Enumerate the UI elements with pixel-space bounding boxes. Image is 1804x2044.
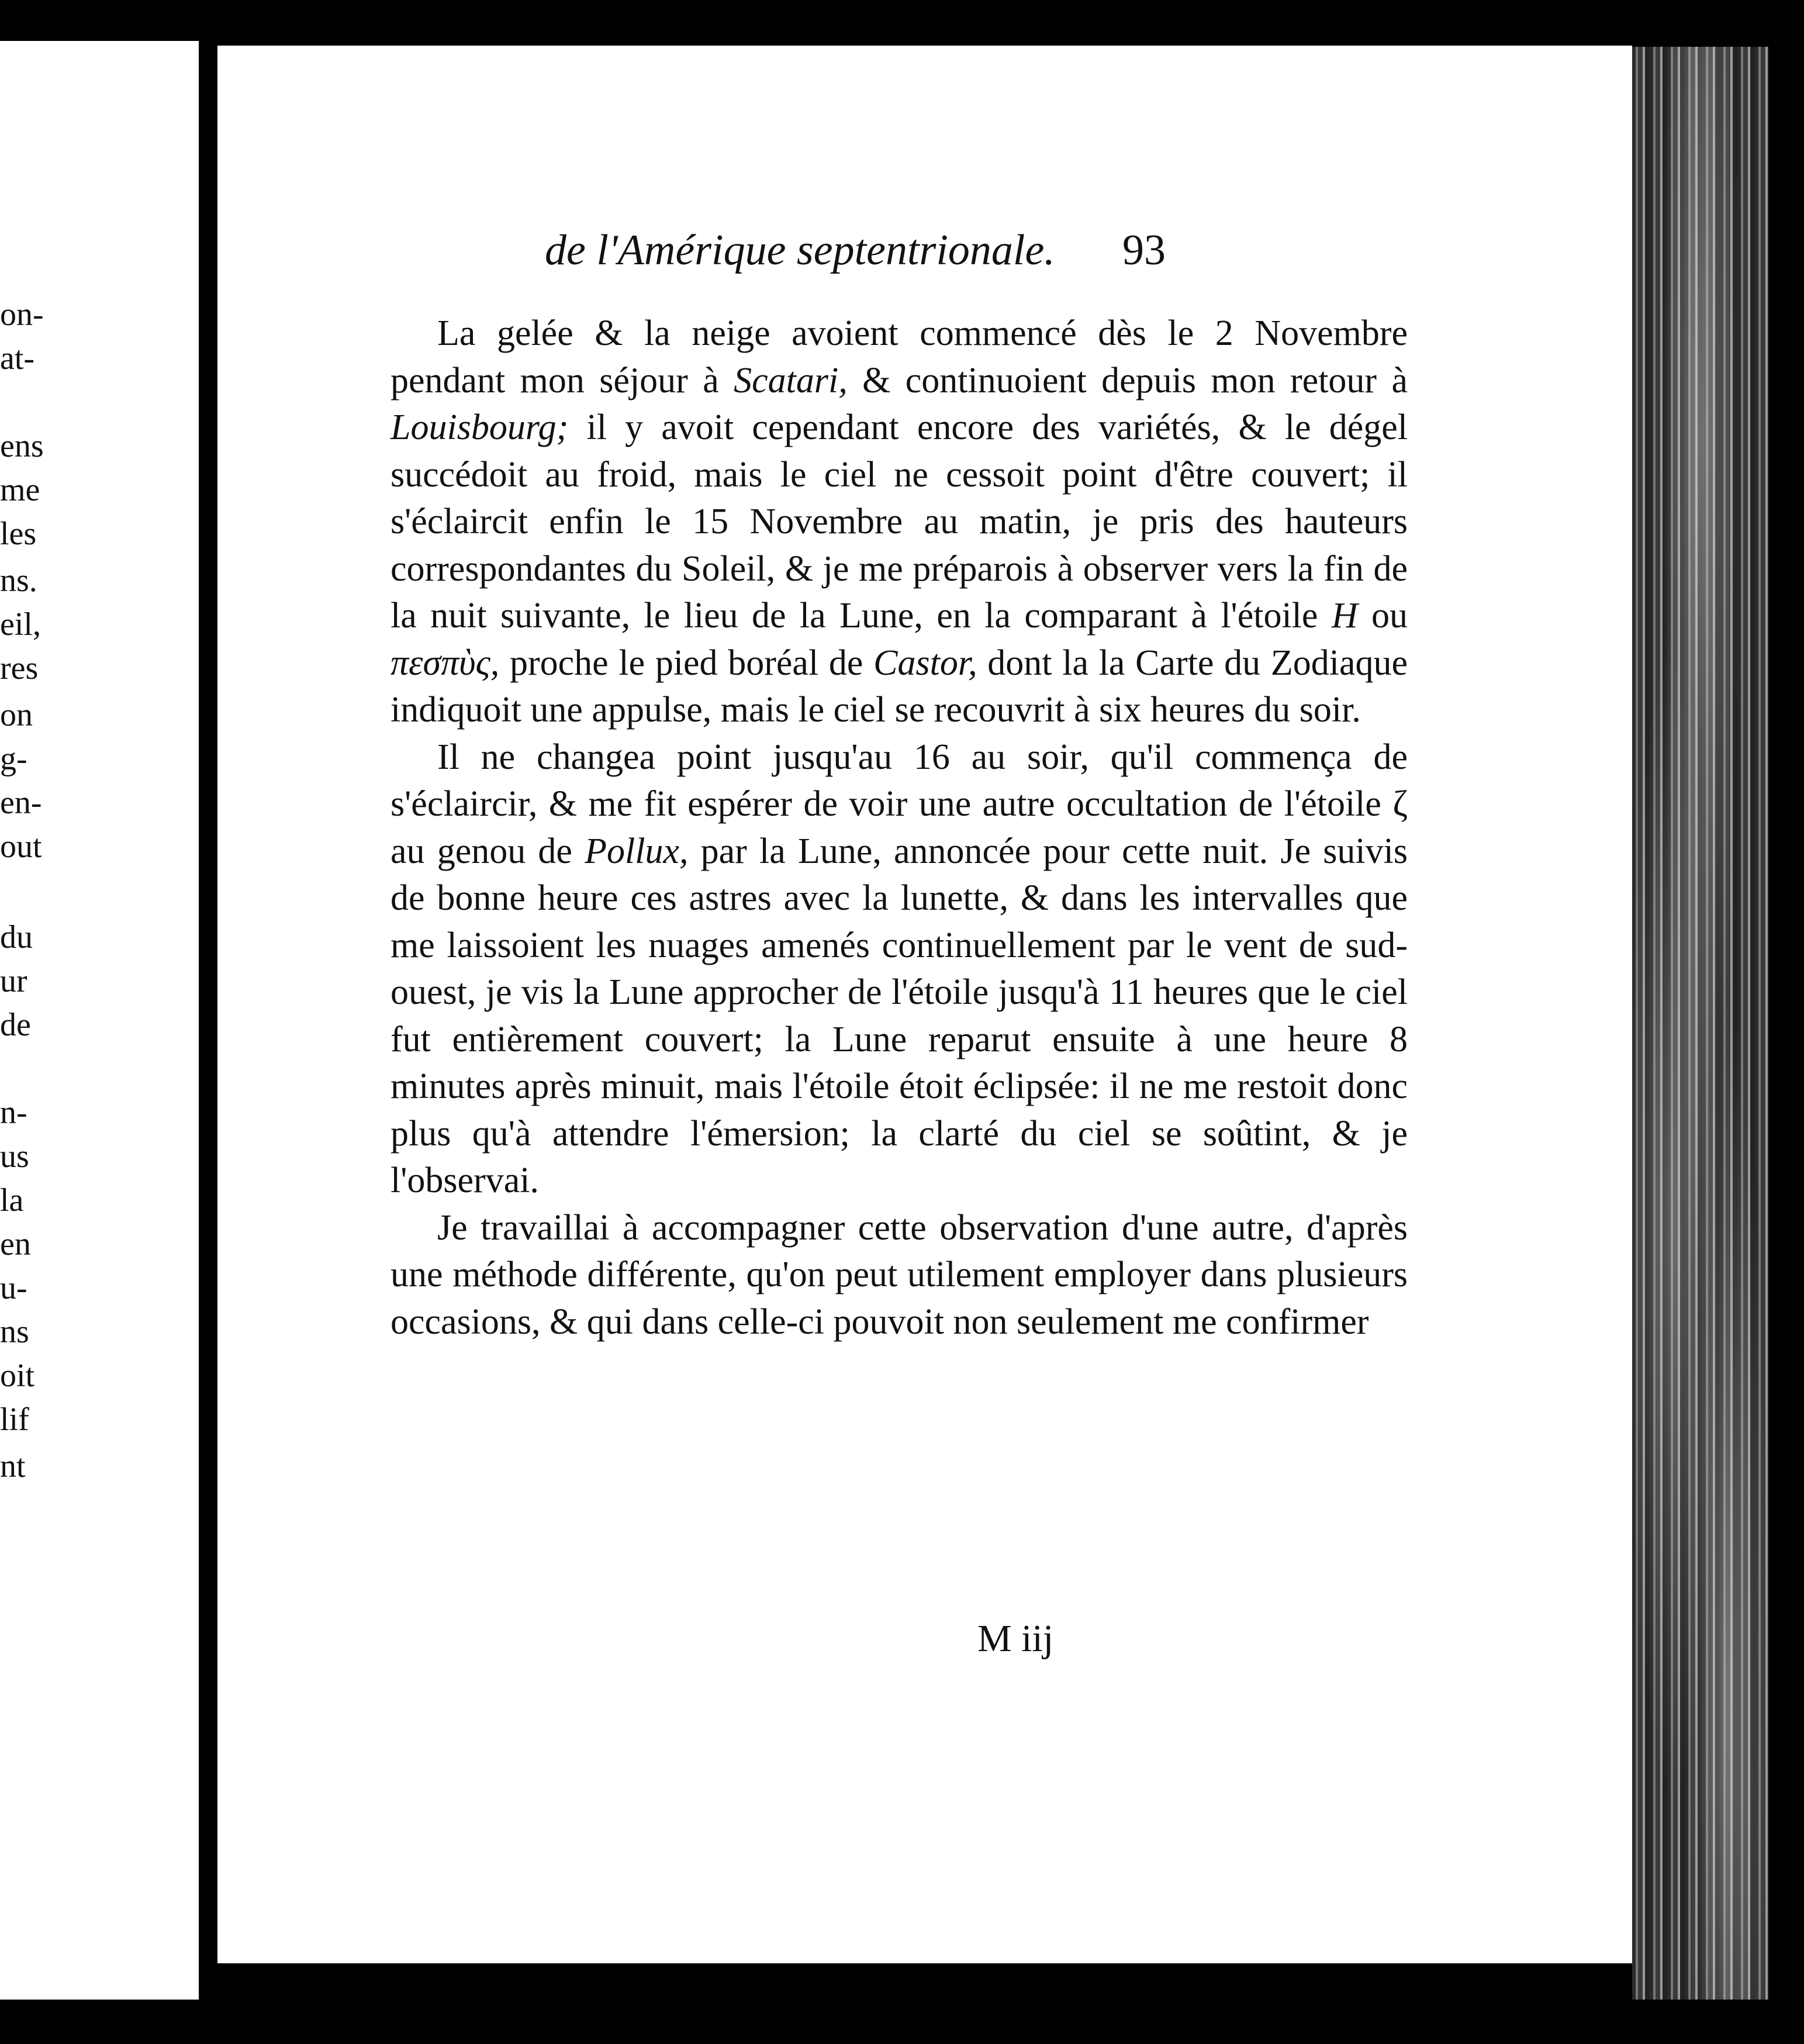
italic-text: Louisbourg; xyxy=(390,408,569,447)
left-margin-fragment: me xyxy=(0,472,40,508)
text-run: dont la la Carte du Zodiaque indiquoit une appulse, mais le ciel se recouvrit à six heures du soir. xyxy=(390,643,1408,730)
left-margin-fragment: res xyxy=(0,650,39,686)
body-text xyxy=(390,310,1408,1345)
left-margin-fragment: n- xyxy=(0,1094,27,1131)
left-margin-fragment: de xyxy=(0,1007,31,1043)
left-margin-fragment: ur xyxy=(0,963,27,999)
left-page-margin-text xyxy=(0,41,199,2000)
page-number: 93 xyxy=(1122,226,1166,274)
right-page xyxy=(217,46,1632,1963)
left-margin-fragment: du xyxy=(0,919,33,955)
text-run: il y avoit cependant encore des variétés, & le dégel succédoit au froid, mais le ciel ne cessoit point d'être couvert; il s'éclaircit enfin le 15 Novembre au matin, je pris des hauteurs correspondantes du Soleil, & je me préparois à observer vers la fin de la nuit suivante, le lieu de la Lune, en la comparant à l'étoile xyxy=(390,408,1408,636)
left-margin-fragment: on- xyxy=(0,296,44,333)
left-margin-fragment: ns. xyxy=(0,562,37,599)
left-margin-fragment: ens xyxy=(0,428,44,464)
left-margin-fragment: nt xyxy=(0,1448,26,1484)
text-run: & continuoient depuis mon retour à xyxy=(847,360,1408,400)
text-run: La gelée & la neige avoient commencé dès le 2 Novembre pendant mon séjour à xyxy=(390,313,1408,400)
paragraph xyxy=(390,1204,1408,1346)
left-margin-fragment: les xyxy=(0,516,37,552)
left-margin-fragment: en- xyxy=(0,785,42,821)
left-margin-fragment: out xyxy=(0,828,42,865)
text-run: proche le pied boréal de xyxy=(499,643,874,683)
italic-text: H xyxy=(1331,596,1358,636)
left-margin-fragment: on xyxy=(0,697,33,733)
signature-mark: M iij xyxy=(977,1617,1054,1660)
italic-text: Scatari, xyxy=(734,360,848,400)
text-run: Il ne changea point jusqu'au 16 au soir, qu'il commença de s'éclaircir, & me fit espérer de voir une autre occultation de l'étoile ζ au genou de xyxy=(390,737,1408,871)
paragraph xyxy=(390,734,1408,1204)
text-run: ou xyxy=(1357,596,1408,636)
left-margin-fragment: at- xyxy=(0,340,35,377)
left-margin-fragment: eil, xyxy=(0,606,41,643)
italic-text: Pollux, xyxy=(585,831,689,871)
running-head xyxy=(217,215,1632,285)
left-margin-fragment: en xyxy=(0,1226,31,1262)
text-run: par la Lune, annoncée pour cette nuit. Je suivis de bonne heure ces astres avec la lunette, & dans les intervalles que me laissoient les nuages amenés continuellement par le vent de sud-ouest, je vis la Lune approcher de l'étoile jusqu'à 11 heures que le ciel fut entièrement couvert; la Lune reparut ensuite à une heure 8 minutes après minuit, mais l'étoile étoit éclipsée: il ne me restoit donc plus qu'à attendre l'émersion; la clarté du ciel se soûtint, & je l'observai. xyxy=(390,831,1408,1200)
left-margin-fragment: g- xyxy=(0,741,27,777)
left-margin-fragment: oit xyxy=(0,1358,35,1394)
italic-text: Castor, xyxy=(873,643,977,683)
italic-text: πεσπὺς, xyxy=(390,643,500,683)
left-margin-fragment: ns xyxy=(0,1314,29,1350)
left-margin-fragment: lif xyxy=(0,1401,29,1438)
left-margin-fragment: u- xyxy=(0,1270,27,1306)
running-head-title: de l'Amérique septentrionale. xyxy=(545,226,1055,274)
text-run: Je travaillai à accompagner cette observation d'une autre, d'après une méthode différente, qu'on peut utilement employer dans plusieurs occasions, & qui dans celle-ci pouvoit non seulement me confirmer xyxy=(390,1207,1408,1342)
left-margin-fragment: us xyxy=(0,1138,29,1175)
book-page-edge xyxy=(1632,47,1769,2000)
left-margin-fragment: la xyxy=(0,1182,24,1218)
paragraph xyxy=(390,310,1408,734)
left-page xyxy=(0,41,199,2000)
